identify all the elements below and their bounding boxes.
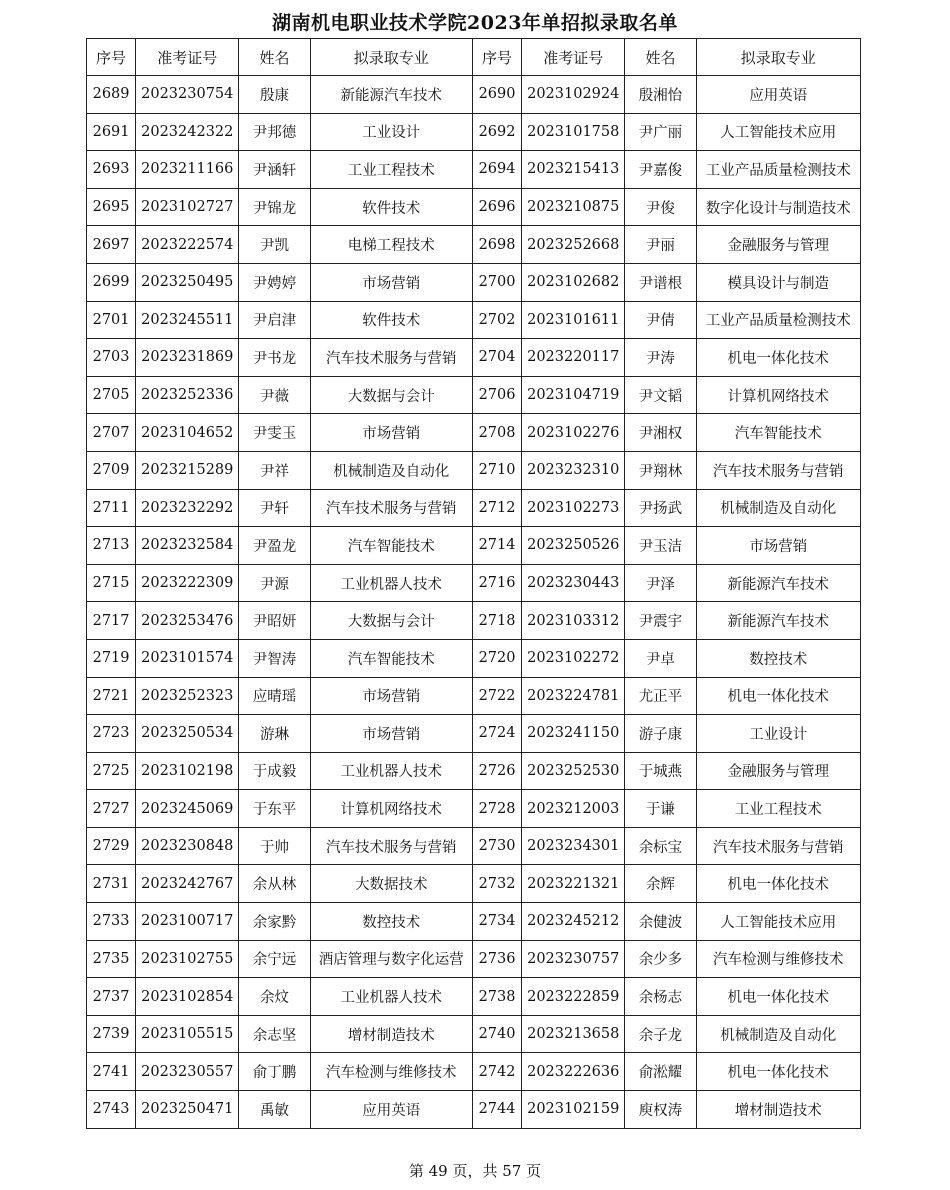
cell-serial: 2714	[472, 527, 521, 565]
document-title: 湖南机电职业技术学院2023年单招拟录取名单	[272, 12, 678, 34]
cell-exam-id: 2023103312	[522, 602, 625, 640]
cell-serial: 2744	[472, 1091, 521, 1129]
header-exam-id: 准考证号	[522, 39, 625, 76]
cell-exam-id: 2023230757	[522, 940, 625, 978]
cell-name: 游子康	[625, 715, 696, 753]
cell-serial: 2728	[472, 790, 521, 828]
cell-name: 尹祥	[239, 451, 310, 489]
cell-exam-id: 2023104719	[522, 376, 625, 414]
cell-name: 余健波	[625, 903, 696, 941]
cell-serial: 2715	[87, 564, 136, 602]
cell-exam-id: 2023222859	[522, 978, 625, 1016]
cell-serial: 2700	[472, 263, 521, 301]
cell-exam-id: 2023215289	[136, 451, 239, 489]
cell-name: 尹启津	[239, 301, 310, 339]
cell-serial: 2739	[87, 1015, 136, 1053]
cell-major: 工业工程技术	[310, 151, 472, 189]
cell-major: 数控技术	[696, 639, 860, 677]
cell-exam-id: 2023253476	[136, 602, 239, 640]
cell-serial: 2729	[87, 827, 136, 865]
cell-major: 模具设计与制造	[696, 263, 860, 301]
cell-name: 尹震宇	[625, 602, 696, 640]
cell-name: 于成毅	[239, 752, 310, 790]
cell-exam-id: 2023102273	[522, 489, 625, 527]
cell-major: 工业机器人技术	[310, 752, 472, 790]
cell-serial: 2726	[472, 752, 521, 790]
cell-name: 于帅	[239, 827, 310, 865]
cell-name: 余志坚	[239, 1015, 310, 1053]
cell-major: 大数据技术	[310, 865, 472, 903]
cell-exam-id: 2023101758	[522, 113, 625, 151]
cell-major: 机械制造及自动化	[696, 1015, 860, 1053]
cell-serial: 2723	[87, 715, 136, 753]
cell-name: 尹广丽	[625, 113, 696, 151]
cell-major: 大数据与会计	[310, 602, 472, 640]
cell-major: 数字化设计与制造技术	[696, 188, 860, 226]
table-row	[87, 188, 861, 226]
cell-major: 工业产品质量检测技术	[696, 151, 860, 189]
cell-name: 尹娉婷	[239, 263, 310, 301]
cell-serial: 2731	[87, 865, 136, 903]
cell-serial: 2694	[472, 151, 521, 189]
cell-serial: 2706	[472, 376, 521, 414]
cell-serial: 2716	[472, 564, 521, 602]
cell-major: 机械制造及自动化	[310, 451, 472, 489]
cell-serial: 2734	[472, 903, 521, 941]
cell-exam-id: 2023250495	[136, 263, 239, 301]
cell-exam-id: 2023213658	[522, 1015, 625, 1053]
cell-major: 市场营销	[310, 414, 472, 452]
table-row	[87, 790, 861, 828]
cell-serial: 2732	[472, 865, 521, 903]
cell-serial: 2727	[87, 790, 136, 828]
table-row	[87, 113, 861, 151]
cell-serial: 2735	[87, 940, 136, 978]
cell-name: 于城燕	[625, 752, 696, 790]
table-row	[87, 414, 861, 452]
cell-exam-id: 2023102682	[522, 263, 625, 301]
table-row	[87, 451, 861, 489]
cell-exam-id: 2023102755	[136, 940, 239, 978]
table-row	[87, 226, 861, 264]
cell-major: 软件技术	[310, 301, 472, 339]
cell-exam-id: 2023102198	[136, 752, 239, 790]
cell-serial: 2696	[472, 188, 521, 226]
cell-major: 汽车技术服务与营销	[310, 827, 472, 865]
cell-major: 汽车技术服务与营销	[696, 451, 860, 489]
cell-name: 尹泽	[625, 564, 696, 602]
cell-serial: 2707	[87, 414, 136, 452]
cell-exam-id: 2023250534	[136, 715, 239, 753]
cell-serial: 2743	[87, 1091, 136, 1129]
cell-major: 新能源汽车技术	[696, 564, 860, 602]
cell-name: 尹书龙	[239, 339, 310, 377]
table-row	[87, 151, 861, 189]
cell-exam-id: 2023102854	[136, 978, 239, 1016]
table-row	[87, 827, 861, 865]
cell-exam-id: 2023230848	[136, 827, 239, 865]
cell-exam-id: 2023234301	[522, 827, 625, 865]
cell-name: 余家黔	[239, 903, 310, 941]
cell-name: 尹文韬	[625, 376, 696, 414]
header-major: 拟录取专业	[310, 39, 472, 76]
cell-exam-id: 2023232292	[136, 489, 239, 527]
cell-exam-id: 2023101574	[136, 639, 239, 677]
cell-major: 工业产品质量检测技术	[696, 301, 860, 339]
cell-serial: 2730	[472, 827, 521, 865]
table-row	[87, 715, 861, 753]
cell-exam-id: 2023245212	[522, 903, 625, 941]
cell-serial: 2737	[87, 978, 136, 1016]
cell-serial: 2699	[87, 263, 136, 301]
cell-serial: 2701	[87, 301, 136, 339]
header-name: 姓名	[625, 39, 696, 76]
cell-major: 汽车检测与维修技术	[696, 940, 860, 978]
cell-name: 尹涛	[625, 339, 696, 377]
cell-major: 大数据与会计	[310, 376, 472, 414]
cell-major: 应用英语	[310, 1091, 472, 1129]
table-header-row	[87, 39, 861, 76]
cell-major: 电梯工程技术	[310, 226, 472, 264]
cell-major: 机电一体化技术	[696, 978, 860, 1016]
cell-serial: 2702	[472, 301, 521, 339]
cell-exam-id: 2023100717	[136, 903, 239, 941]
cell-exam-id: 2023231869	[136, 339, 239, 377]
cell-exam-id: 2023215413	[522, 151, 625, 189]
cell-major: 工业机器人技术	[310, 978, 472, 1016]
cell-major: 工业机器人技术	[310, 564, 472, 602]
cell-serial: 2710	[472, 451, 521, 489]
cell-name: 应晴瑶	[239, 677, 310, 715]
cell-major: 机械制造及自动化	[696, 489, 860, 527]
cell-exam-id: 2023102276	[522, 414, 625, 452]
table-row	[87, 1015, 861, 1053]
cell-major: 工业工程技术	[696, 790, 860, 828]
cell-exam-id: 2023252323	[136, 677, 239, 715]
cell-exam-id: 2023224781	[522, 677, 625, 715]
table-row	[87, 602, 861, 640]
cell-major: 市场营销	[696, 527, 860, 565]
cell-name: 尹丽	[625, 226, 696, 264]
cell-name: 尹谱根	[625, 263, 696, 301]
cell-name: 殷康	[239, 76, 310, 114]
table-row	[87, 940, 861, 978]
cell-exam-id: 2023102924	[522, 76, 625, 114]
cell-name: 尹轩	[239, 489, 310, 527]
cell-major: 计算机网络技术	[696, 376, 860, 414]
header-exam-id: 准考证号	[136, 39, 239, 76]
cell-serial: 2689	[87, 76, 136, 114]
cell-name: 余辉	[625, 865, 696, 903]
cell-serial: 2690	[472, 76, 521, 114]
cell-exam-id: 2023222309	[136, 564, 239, 602]
cell-name: 尹凯	[239, 226, 310, 264]
cell-major: 机电一体化技术	[696, 677, 860, 715]
page-footer: 第 49 页，共 57 页	[408, 1162, 542, 1180]
cell-exam-id: 2023252668	[522, 226, 625, 264]
cell-exam-id: 2023242322	[136, 113, 239, 151]
table-row	[87, 489, 861, 527]
cell-exam-id: 2023220117	[522, 339, 625, 377]
cell-serial: 2709	[87, 451, 136, 489]
cell-exam-id: 2023241150	[522, 715, 625, 753]
cell-major: 汽车智能技术	[310, 527, 472, 565]
header-name: 姓名	[239, 39, 310, 76]
cell-name: 俞淞耀	[625, 1053, 696, 1091]
cell-major: 机电一体化技术	[696, 1053, 860, 1091]
cell-serial: 2738	[472, 978, 521, 1016]
cell-name: 尹湘权	[625, 414, 696, 452]
cell-exam-id: 2023222574	[136, 226, 239, 264]
cell-serial: 2705	[87, 376, 136, 414]
header-serial: 序号	[87, 39, 136, 76]
cell-major: 市场营销	[310, 677, 472, 715]
cell-name: 庾权涛	[625, 1091, 696, 1129]
cell-exam-id: 2023105515	[136, 1015, 239, 1053]
table-row	[87, 639, 861, 677]
cell-name: 余宁远	[239, 940, 310, 978]
cell-name: 于谦	[625, 790, 696, 828]
cell-name: 尹邦德	[239, 113, 310, 151]
cell-serial: 2704	[472, 339, 521, 377]
cell-name: 尹玉洁	[625, 527, 696, 565]
cell-name: 尹薇	[239, 376, 310, 414]
cell-name: 游琳	[239, 715, 310, 753]
cell-name: 尹俊	[625, 188, 696, 226]
cell-exam-id: 2023230443	[522, 564, 625, 602]
table-row	[87, 978, 861, 1016]
table-row	[87, 376, 861, 414]
cell-name: 于东平	[239, 790, 310, 828]
table-row	[87, 865, 861, 903]
cell-major: 新能源汽车技术	[696, 602, 860, 640]
cell-name: 余炆	[239, 978, 310, 1016]
cell-name: 尹雯玉	[239, 414, 310, 452]
cell-serial: 2724	[472, 715, 521, 753]
cell-major: 人工智能技术应用	[696, 113, 860, 151]
cell-serial: 2711	[87, 489, 136, 527]
cell-major: 增材制造技术	[310, 1015, 472, 1053]
cell-serial: 2697	[87, 226, 136, 264]
cell-name: 尹嘉俊	[625, 151, 696, 189]
cell-major: 汽车技术服务与营销	[696, 827, 860, 865]
cell-major: 工业设计	[310, 113, 472, 151]
table-row	[87, 903, 861, 941]
cell-serial: 2742	[472, 1053, 521, 1091]
cell-serial: 2733	[87, 903, 136, 941]
cell-exam-id: 2023232584	[136, 527, 239, 565]
cell-name: 俞丁鹏	[239, 1053, 310, 1091]
cell-name: 尹翔林	[625, 451, 696, 489]
cell-major: 应用英语	[696, 76, 860, 114]
cell-name: 余从林	[239, 865, 310, 903]
cell-serial: 2695	[87, 188, 136, 226]
cell-major: 机电一体化技术	[696, 339, 860, 377]
cell-serial: 2712	[472, 489, 521, 527]
table-row	[87, 752, 861, 790]
cell-serial: 2717	[87, 602, 136, 640]
cell-name: 尹盈龙	[239, 527, 310, 565]
cell-serial: 2693	[87, 151, 136, 189]
cell-name: 余子龙	[625, 1015, 696, 1053]
admission-table	[86, 38, 861, 1129]
cell-serial: 2703	[87, 339, 136, 377]
cell-major: 市场营销	[310, 263, 472, 301]
cell-serial: 2719	[87, 639, 136, 677]
cell-name: 余杨志	[625, 978, 696, 1016]
cell-major: 数控技术	[310, 903, 472, 941]
cell-name: 余标宝	[625, 827, 696, 865]
cell-exam-id: 2023250471	[136, 1091, 239, 1129]
cell-exam-id: 2023221321	[522, 865, 625, 903]
cell-major: 酒店管理与数字化运营	[310, 940, 472, 978]
cell-name: 尹锦龙	[239, 188, 310, 226]
cell-serial: 2741	[87, 1053, 136, 1091]
cell-name: 禹敏	[239, 1091, 310, 1129]
cell-name: 尹智涛	[239, 639, 310, 677]
cell-name: 尤正平	[625, 677, 696, 715]
cell-name: 殷湘怡	[625, 76, 696, 114]
cell-major: 汽车智能技术	[310, 639, 472, 677]
cell-serial: 2692	[472, 113, 521, 151]
cell-major: 机电一体化技术	[696, 865, 860, 903]
cell-major: 汽车智能技术	[696, 414, 860, 452]
cell-major: 金融服务与管理	[696, 752, 860, 790]
cell-exam-id: 2023252336	[136, 376, 239, 414]
cell-name: 尹卓	[625, 639, 696, 677]
cell-serial: 2736	[472, 940, 521, 978]
table-row	[87, 564, 861, 602]
cell-exam-id: 2023245069	[136, 790, 239, 828]
table-row	[87, 1091, 861, 1129]
cell-major: 市场营销	[310, 715, 472, 753]
cell-exam-id: 2023252530	[522, 752, 625, 790]
table-row	[87, 677, 861, 715]
table-row	[87, 76, 861, 114]
cell-serial: 2713	[87, 527, 136, 565]
cell-name: 尹昭妍	[239, 602, 310, 640]
cell-serial: 2721	[87, 677, 136, 715]
table-row	[87, 301, 861, 339]
cell-serial: 2725	[87, 752, 136, 790]
header-serial: 序号	[472, 39, 521, 76]
cell-serial: 2740	[472, 1015, 521, 1053]
cell-exam-id: 2023101611	[522, 301, 625, 339]
cell-serial: 2722	[472, 677, 521, 715]
cell-name: 尹涵轩	[239, 151, 310, 189]
cell-major: 计算机网络技术	[310, 790, 472, 828]
table-row	[87, 1053, 861, 1091]
cell-exam-id: 2023222636	[522, 1053, 625, 1091]
cell-major: 工业设计	[696, 715, 860, 753]
table-row	[87, 527, 861, 565]
table-row	[87, 263, 861, 301]
cell-exam-id: 2023211166	[136, 151, 239, 189]
header-major: 拟录取专业	[696, 39, 860, 76]
cell-major: 软件技术	[310, 188, 472, 226]
table-body	[87, 76, 861, 1129]
cell-major: 新能源汽车技术	[310, 76, 472, 114]
cell-major: 增材制造技术	[696, 1091, 860, 1129]
cell-name: 尹源	[239, 564, 310, 602]
cell-name: 尹扬武	[625, 489, 696, 527]
cell-exam-id: 2023250526	[522, 527, 625, 565]
cell-major: 金融服务与管理	[696, 226, 860, 264]
cell-major: 汽车检测与维修技术	[310, 1053, 472, 1091]
cell-major: 汽车技术服务与营销	[310, 339, 472, 377]
cell-serial: 2708	[472, 414, 521, 452]
cell-exam-id: 2023232310	[522, 451, 625, 489]
cell-exam-id: 2023104652	[136, 414, 239, 452]
cell-serial: 2718	[472, 602, 521, 640]
cell-major: 汽车技术服务与营销	[310, 489, 472, 527]
cell-exam-id: 2023210875	[522, 188, 625, 226]
cell-serial: 2698	[472, 226, 521, 264]
cell-serial: 2720	[472, 639, 521, 677]
cell-name: 余少多	[625, 940, 696, 978]
cell-exam-id: 2023102159	[522, 1091, 625, 1129]
cell-exam-id: 2023102272	[522, 639, 625, 677]
cell-name: 尹倩	[625, 301, 696, 339]
table-row	[87, 339, 861, 377]
cell-exam-id: 2023102727	[136, 188, 239, 226]
cell-major: 人工智能技术应用	[696, 903, 860, 941]
cell-exam-id: 2023212003	[522, 790, 625, 828]
cell-exam-id: 2023245511	[136, 301, 239, 339]
cell-exam-id: 2023230754	[136, 76, 239, 114]
cell-serial: 2691	[87, 113, 136, 151]
cell-exam-id: 2023230557	[136, 1053, 239, 1091]
cell-exam-id: 2023242767	[136, 865, 239, 903]
